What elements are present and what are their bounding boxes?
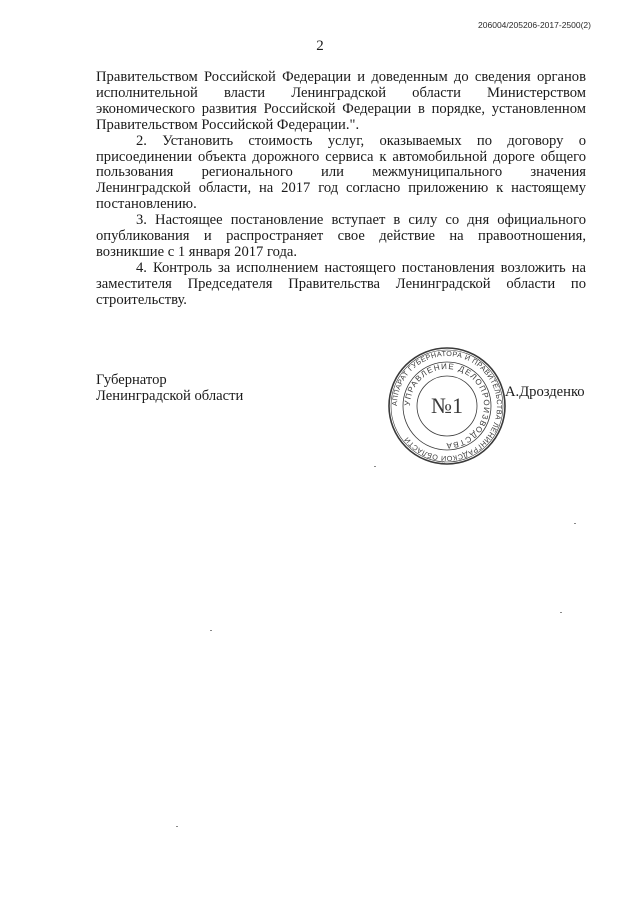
paragraph-item-3: 3. Настоящее постановление вступает в силу со дня официального опубликования и распространяет свое действие на правоотношения, возникшие с 1 января 2017 года. — [96, 212, 586, 260]
paragraph-item-4: 4. Контроль за исполнением настоящего постановления возложить на заместителя Председателя Правительства Ленинградской области по строительству. — [96, 259, 586, 308]
paragraph-item-2: 2. Установить стоимость услуг, оказываемых по договору о присоединении объекта дорожного сервиса к автомобильной дороге общего пользования регионального или межмуниципального значения Ленинградской области, на 2017 год согласно приложению к настоящему постановлению. — [96, 132, 586, 213]
scan-speck — [210, 630, 212, 631]
document-id: 206004/205206-2017-2500(2) — [478, 20, 591, 30]
signatory-title-line2: Ленинградской области — [96, 387, 244, 404]
scan-speck — [176, 826, 178, 827]
signatory-title — [96, 373, 243, 405]
stamp-seal-graphic — [386, 345, 508, 467]
signatory-name: А.Дрозденко — [505, 384, 585, 400]
document-body — [96, 70, 586, 309]
paragraph-continuation: Правительством Российской Федерации и доведенным до сведения органов исполнительной власти Ленинградской области Министерством экономического развития Российской Федерации в порядке, установленном Правительством Российской Федерации.". — [96, 69, 586, 133]
scan-speck — [574, 523, 576, 524]
page-number: 2 — [316, 38, 324, 54]
svg-text:АППАРАТ ГУБЕРНАТОРА И ПРАВИТЕЛ: АППАРАТ ГУБЕРНАТОРА И ПРАВИТЕЛЬСТВА ЛЕНИНГРАДСКОЙ ОБЛАСТИ — [389, 348, 505, 464]
signatory-title-line1: Губернатор — [96, 372, 167, 388]
scan-speck — [560, 612, 562, 613]
svg-text:№1: №1 — [431, 393, 463, 418]
svg-text:УПРАВЛЕНИЕ ДЕЛОПРОИЗВОДСТВА: УПРАВЛЕНИЕ ДЕЛОПРОИЗВОДСТВА — [402, 361, 492, 451]
scan-speck — [374, 466, 376, 467]
official-stamp — [386, 345, 508, 467]
